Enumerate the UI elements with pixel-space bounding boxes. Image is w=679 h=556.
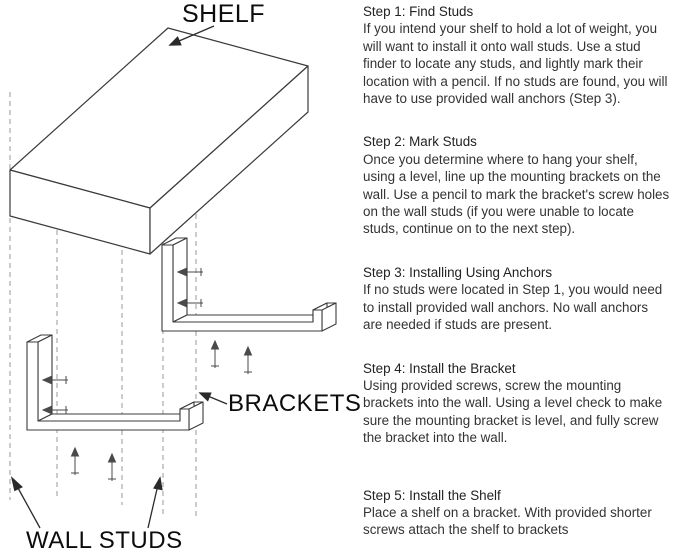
- bracket-lower: [27, 335, 203, 430]
- instruction-steps: [363, 3, 671, 556]
- step-4-title: Step 4: Install the Bracket: [363, 360, 516, 376]
- step-1-title: Step 1: Find Studs: [363, 4, 474, 19]
- step-5: [363, 487, 671, 539]
- step-4-body: Using provided screws, screw the mounting brackets into the wall. Using a level check to make sure the mounting bracket is level, and fully screw the bracket into the wall.: [363, 377, 663, 446]
- step-3-title: Step 3: Installing Using Anchors: [363, 264, 553, 280]
- shelf-screws-upper: [211, 341, 252, 374]
- shelf-screw-icon: [244, 347, 252, 374]
- shelf-screw-icon: [211, 341, 219, 368]
- wall-studs-label: WALL STUDS: [26, 527, 183, 554]
- shelf-screw-icon: [71, 448, 79, 475]
- shelf-screws-lower: [71, 448, 116, 481]
- wall-studs-arrow-left-icon: [12, 478, 40, 528]
- step-5-body: Place a shelf on a bracket. With provided shorter screws attach the shelf to brackets: [363, 504, 652, 538]
- step-5-title: Step 5: Install the Shelf: [363, 487, 501, 503]
- step-3: [363, 264, 671, 334]
- step-2-title: Step 2: Mark Studs: [363, 134, 477, 150]
- shelf-screw-icon: [108, 454, 116, 481]
- step-2: [363, 133, 671, 237]
- brackets-label: BRACKETS: [228, 390, 362, 417]
- step-4: [363, 360, 671, 447]
- shelf-box: [10, 28, 308, 254]
- wall-studs-arrow-right-icon: [148, 478, 162, 528]
- step-3-body: If no studs were located in Step 1, you would need to install provided wall anchors. No wall anchors are needed if studs are present.: [363, 282, 663, 333]
- step-1: [363, 3, 671, 107]
- shelf-label: SHELF: [182, 0, 266, 28]
- step-2-body: Once you determine where to hang your shelf, using a level, line up the mounting brackets on the wall. Use a pencil to mark the bracket's screw holes on the wall studs (if you were unable to locate studs, continue on to the next step).: [363, 151, 670, 237]
- bracket-upper: [162, 238, 336, 331]
- step-1-body: If you intend your shelf to hold a lot of weight, you will want to install it onto wall studs. Use a stud finder to locate any studs, and lightly mark their location with a pencil. If no studs are found, you will have to use provided wall anchors (Step 3).: [363, 21, 668, 107]
- brackets-arrow-icon: [200, 393, 227, 404]
